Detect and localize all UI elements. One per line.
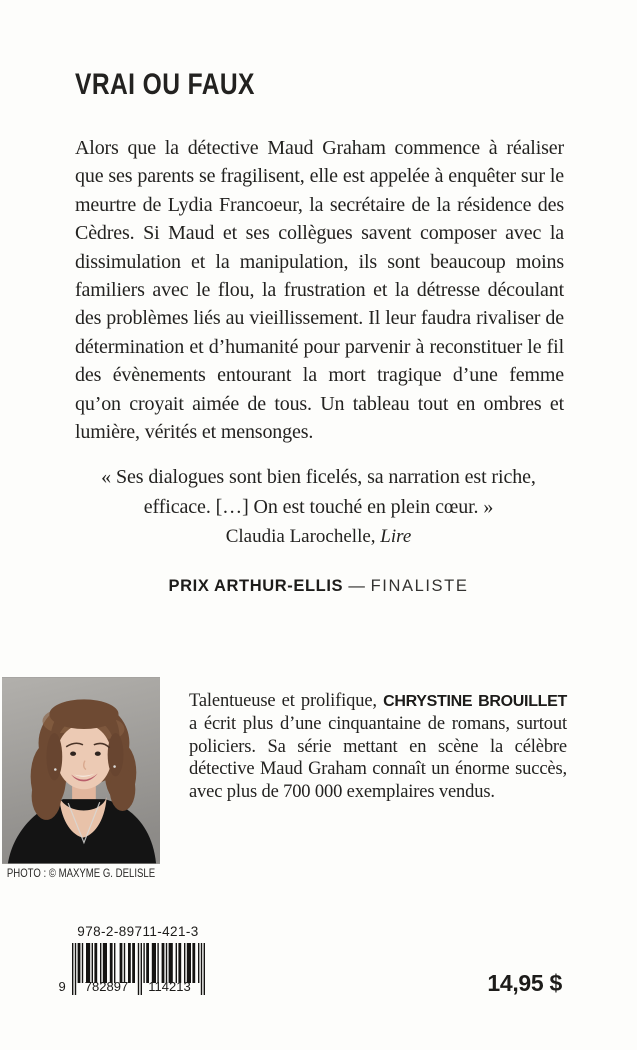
review-quote: « Ses dialogues sont bien ficelés, sa narration est riche, efficace. […] On est touché en plein cœur. »	[101, 466, 536, 518]
review-source: Lire	[380, 526, 412, 547]
award-prize: PRIX ARTHUR-ELLIS	[168, 577, 344, 595]
award-line	[0, 577, 637, 596]
reviewer-name: Claudia Larochelle,	[225, 526, 381, 547]
barcode-digits: 782897	[84, 979, 129, 994]
photo-credit: PHOTO : © MAXYME G. DELISLE	[6, 866, 156, 880]
review-block	[70, 462, 567, 548]
review-attribution	[70, 526, 567, 548]
price-label: 14,95 $	[487, 970, 562, 996]
barcode-digits: 9	[58, 979, 66, 994]
bio-intro: Talentueuse et prolifique,	[189, 690, 384, 711]
barcode-block	[38, 924, 238, 995]
barcode-image	[58, 943, 205, 995]
author-photo	[2, 677, 160, 864]
barcode-digits: 114213	[148, 979, 191, 994]
award-status: FINALISTE	[370, 577, 469, 595]
author-portrait-image	[2, 677, 160, 864]
author-bio	[189, 690, 567, 804]
synopsis-paragraph: Alors que la détective Maud Graham commence à réaliser que ses parents se fragilisent, elle est appelée à enquêter sur le meurtre de Lydia Francoeur, la secrétaire de la résidence des Cèdres. Si Maud et ses collègues savent composer avec la dissimulation et la manipulation, ils sont beaucoup moins familiers avec le flou, la frustration et la détresse découlant des problèmes liés au vieillissement. Il leur faudra rivaliser de détermination et d’humanité pour parvenir à reconstituer le fil des évènements entourant la mort tragique d’une femme qu’on croyait aimée de tous. Un tableau tout en ombres et lumière, vérités et mensonges.	[75, 137, 564, 444]
award-separator: —	[343, 577, 371, 595]
isbn-number: 978-2-89711-421-3	[77, 924, 199, 939]
author-name: CHRYSTINE BROUILLET	[383, 692, 567, 710]
page-title: VRAI OU FAUX	[75, 68, 255, 101]
bio-rest: a écrit plus d’une cinquantaine de romans, surtout policiers. Sa série mettant en scène la célèbre détective Maud Graham connaît un énorme succès, avec plus de 700 000 exemplaires vendus.	[189, 714, 567, 802]
